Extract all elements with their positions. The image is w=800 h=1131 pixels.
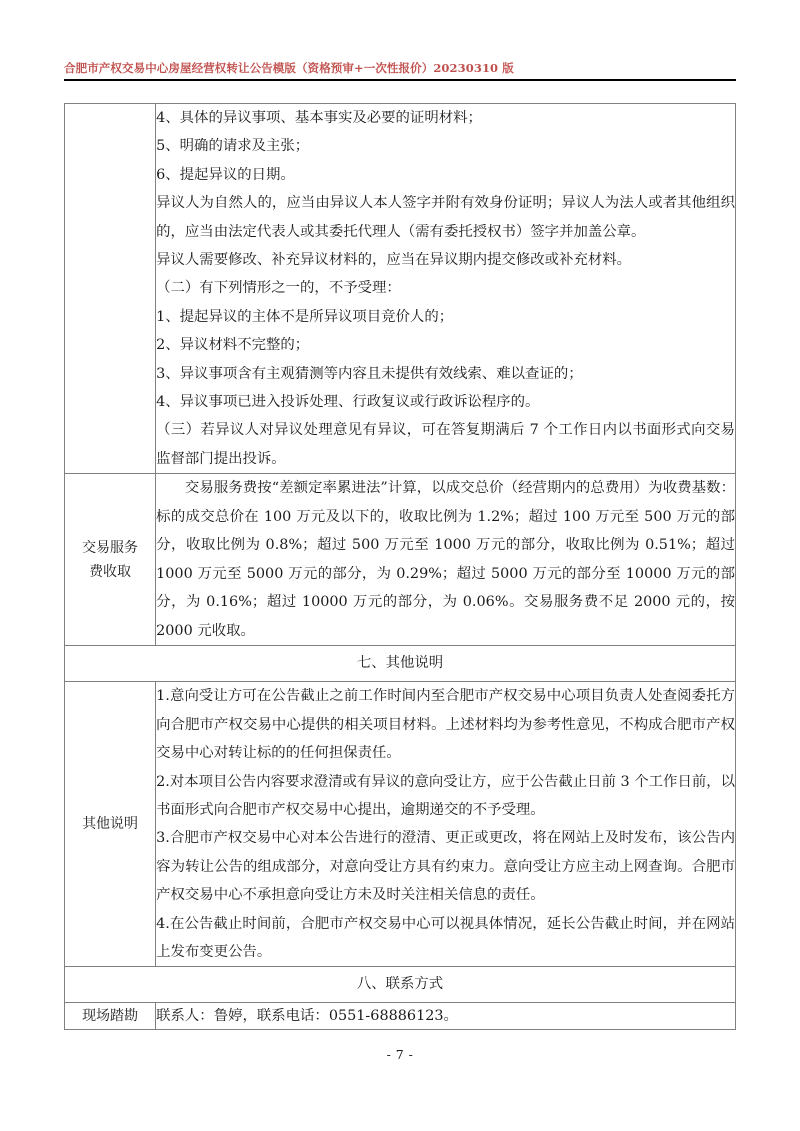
row-body-cell-objection-rules xyxy=(156,104,736,474)
row-label-cell-continuation xyxy=(65,104,156,474)
section-title: 七、其他说明 xyxy=(356,655,444,672)
row-label-cell-other-notes xyxy=(65,682,156,967)
paragraph: 4.在公告截止时间前，合肥市产权交易中心可以视具体情况，延长公告截止时间，并在网站上发布变更公告。 xyxy=(156,915,735,960)
paragraph: 1、提起异议的主体不是所异议项目竞价人的； xyxy=(156,308,454,325)
paragraph: 6、提起异议的日期。 xyxy=(156,166,295,183)
paragraph: 异议人需要修改、补充异议材料的，应当在异议期内提交修改或补充材料。 xyxy=(156,252,632,269)
row-body-cell-other-notes xyxy=(156,682,736,967)
page-number: - 7 - xyxy=(386,1047,414,1062)
announcement-table xyxy=(64,103,736,1030)
document-running-header xyxy=(64,60,736,81)
label-line: 其他说明 xyxy=(82,816,139,833)
page-footer xyxy=(0,1044,800,1063)
table-row xyxy=(65,1003,736,1030)
table-section-row xyxy=(65,646,736,682)
label-line: 现场踏勘 xyxy=(82,1008,139,1025)
row-label-cell-site-visit xyxy=(65,1003,156,1030)
running-header-text: 合肥市产权交易中心房屋经营权转让公告模版（资格预审+一次性报价）20230310 版 xyxy=(64,61,514,75)
label-line: 交易服务 xyxy=(82,539,139,556)
row-body-cell-site-visit xyxy=(156,1003,736,1030)
table-section-row xyxy=(65,967,736,1003)
paragraph: （三）若异议人对异议处理意见有异议，可在答复期满后 7 个工作日内以书面形式向交易监督部门提出投诉。 xyxy=(156,422,735,467)
paragraph: 联系人：鲁婷，联系电话：0551-68886123。 xyxy=(156,1008,458,1025)
section-heading-cell-other-notes xyxy=(65,646,736,682)
table-row xyxy=(65,474,736,646)
label-line: 费收取 xyxy=(89,563,132,580)
paragraph: 2.对本项目公告内容要求澄清或有异议的意向受让方，应于公告截止日前 3 个工作日前，以书面形式向合肥市产权交易中心提出，逾期递交的不予受理。 xyxy=(156,773,736,818)
running-header-rule xyxy=(64,79,736,81)
table-row xyxy=(65,104,736,474)
row-label-cell-service-fee xyxy=(65,474,156,646)
table-row xyxy=(65,682,736,967)
paragraph: 5、明确的请求及主张； xyxy=(156,138,310,155)
paragraph: 异议人为自然人的，应当由异议人本人签字并附有效身份证明；异议人为法人或者其他组织的，应当由法定代表人或其委托代理人（需有委托授权书）签字并加盖公章。 xyxy=(156,195,735,240)
paragraph: （二）有下列情形之一的，不予受理： xyxy=(156,280,401,297)
paragraph: 2、异议材料不完整的； xyxy=(156,337,310,354)
paragraph: 4、异议事项已进入投诉处理、行政复议或行政诉讼程序的。 xyxy=(156,394,540,411)
section-heading-cell-contact xyxy=(65,967,736,1003)
section-title: 八、联系方式 xyxy=(356,976,444,993)
paragraph: 1.意向受让方可在公告截止之前工作时间内至合肥市产权交易中心项目负责人处查阅委托方向合肥市产权交易中心提供的相关项目材料。上述材料均为参考性意见，不构成合肥市产权交易中心对转让标的的任何担保责任。 xyxy=(156,688,735,762)
paragraph: 交易服务费按“差额定率累进法”计算，以成交总价（经营期内的总费用）为收费基数：标的成交总价在 100 万元及以下的，收取比例为 1.2%；超过 100 万元至 500 万元的部分，收取比例为 0.8%；超过 500 万元至 1000 万元的部分，收取比例为 0.51%；超过 1000 万元至 5000 万元的部分，为 0.29%；超过 5000 万元的部分至 10000 万元的部分，为 0.16%；超过 10000 万元的部分，为 0.06%。交易服务费不足 2000 元的，按 2000 元收取。 xyxy=(156,480,735,639)
paragraph: 3、异议事项含有主观猜测等内容且未提供有效线索、难以查证的； xyxy=(156,365,583,382)
paragraph: 3.合肥市产权交易中心对本公告进行的澄清、更正或更改，将在网站上及时发布，该公告内容为转让公告的组成部分，对意向受让方具有约束力。意向受让方应主动上网查询。合肥市产权交易中心不承担意向受让方未及时关注相关信息的责任。 xyxy=(156,830,735,904)
paragraph: 4、具体的异议事项、基本事实及必要的证明材料； xyxy=(156,110,482,126)
row-body-cell-service-fee xyxy=(156,474,736,646)
